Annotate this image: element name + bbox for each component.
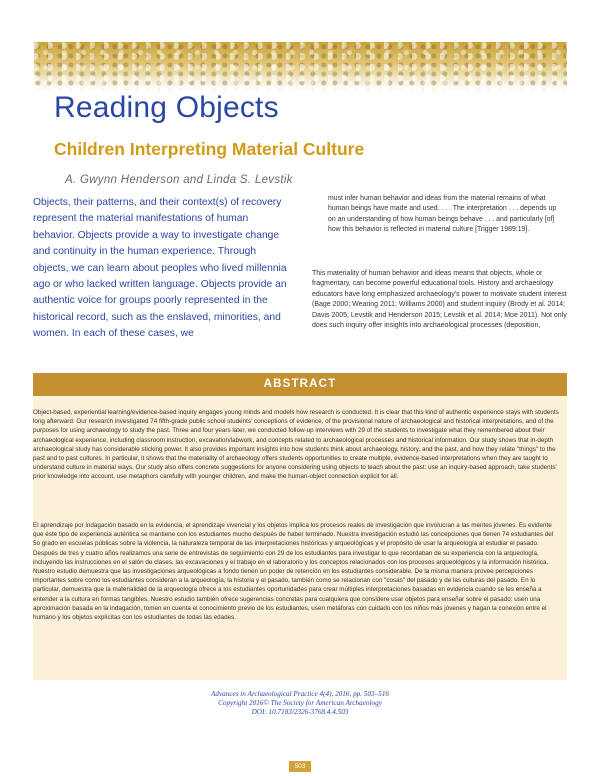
abstract-heading: ABSTRACT bbox=[33, 373, 567, 396]
intro-body-paragraph: This materiality of human behavior and ideas means that objects, whole or fragmentary, can become powerful educational tools. History and archaeology educators have long emphasized archaeology's power to motivate student interest (Bage 2000; Wearing 2011; Williams 2000) and student inquiry (Brody et al. 2014; Davis 2005; Levstik and Henderson 2015; Levstik et al. 2014; Moe 2011). Not only does such inquiry offer insights into archaeological processes (deposition, bbox=[312, 270, 567, 330]
abstract-english: Object-based, experiential learning/evidence-based inquiry engages young minds and models how research is conducted. It is clear that this kind of authentic experience stays with students long afterward. Our research investigated 74 fifth-grade public school students' conceptions of evidence, of the provisional nature of archaeological and historical interpretations, and of the purposes for using archaeology to study the past. Three and four years later, we conducted follow-up interviews with 29 of the students to investigate what they remembered about their archaeological experience, including classroom instruction, excavation/labwork, and concepts related to archaeological processes and historical information. Our study shows that in-depth archaeological study has considerable sticking power. It also provides important insights into how students think about archaeology, history, and the past, and how they relate "things" to the past and to past cultures. In particular, it shows that the materiality of archaeology offers students opportunities to create multiple, evidence-based interpretations when they are taught to understand culture in material ways. Our study also offers concrete suggestions for anyone considering using objects to teach about the past: use an inquiry-based approach, take students' prior knowledge into account, use metaphors carefully with younger children, and make the human-object connection explicit for all. bbox=[33, 409, 559, 481]
citation-block bbox=[0, 690, 600, 717]
page-number-badge: 503 bbox=[289, 761, 311, 772]
header-texture-banner bbox=[34, 42, 567, 90]
article-title: Reading Objects bbox=[54, 91, 279, 124]
citation-copyright: Copyright 2016© The Society for American Archaeology bbox=[218, 699, 382, 707]
article-authors: A. Gwynn Henderson and Linda S. Levstik bbox=[65, 174, 293, 186]
abstract-spanish: El aprendizaje por indagación basado en la evidencia, el aprendizaje vivencial y los objetos implica los procesos reales de investigación que involucran a las mentes jóvenes. Es evidente que éste tipo de experiencia auténtica se mantiene con los estudiantes mucho después de haber terminado. Nuestra investigación estudió las concepciones que tienen 74 estudiantes del 5o grado en escuelas públicas sobre la violencia, la naturaleza temporal de las interpretaciones históricas y arqueológicas y el propósito de usar la arqueología al estudiar el pasado. Después de tres y cuatro años realizamos una serie de entrevistas de seguimiento con 29 de los estudiantes para investigar lo que recordaban de su experiencia con la arqueología, incluyendo las instrucciones en el salón de clases, las excavaciones y el trabajo en el laboratorio y los conceptos relacionados con los procesos arqueológicos y la información histórica. Nuestro estudio demuestra que las investigaciones arqueológicas a fondo tienen un poder de retención en los estudiantes considerable. De la misma manera provee percepciones importantes sobre como los estudiantes consideran a la arqueología, la historia y el pasado, también como se relacionan con "cosas" del pasado y de las culturas del pasado. En lo particular, demuestra que la materialidad de la arqueología ofrece a los estudiantes oportunidades para crear múltiples interpretaciones basadas en evidencia cuando se les enseña a entender a la cultura en formas tangibles. Nuestro estudio también ofrece sugerencias concretas para cualquiera que considere usar objetos para enseñar sobre el pasado: usen una aproximación basada en la indagación, tomen en cuenta el conocimiento previo de los estudiantes, usen metáforas con cuidado con los niños más jóvenes y hagan la conexión entre el humano y los objetos explícitas con los estudiantes de todas las edades. bbox=[33, 522, 554, 622]
citation-doi: DOI: 10.7183/2326-3768.4.4.503 bbox=[251, 708, 349, 716]
block-quote: must infer human behavior and ideas from the material remains of what human beings have made and used. . . . The interpretation . . . depends up on an understanding of how human beings behave . . . and particularly [of] how this behavior is reflected in material culture [Trigger 1989:19]. bbox=[328, 195, 557, 233]
article-subtitle: Children Interpreting Material Culture bbox=[54, 139, 365, 159]
intro-lead-paragraph: Objects, their patterns, and their context(s) of recovery represent the material manifestations of human behavior. Objects provide a way to investigate change and continuity in the human experience. Through objects, we can learn about peoples who lived millennia ago or who lacked written language. Objects provide an authentic voice for groups poorly represented in the historical record, such as the enslaved, minorities, and women. In each of these cases, we bbox=[33, 197, 287, 340]
citation-journal: Advances in Archaeological Practice 4(4), 2016, pp. 503–516 bbox=[210, 690, 390, 698]
